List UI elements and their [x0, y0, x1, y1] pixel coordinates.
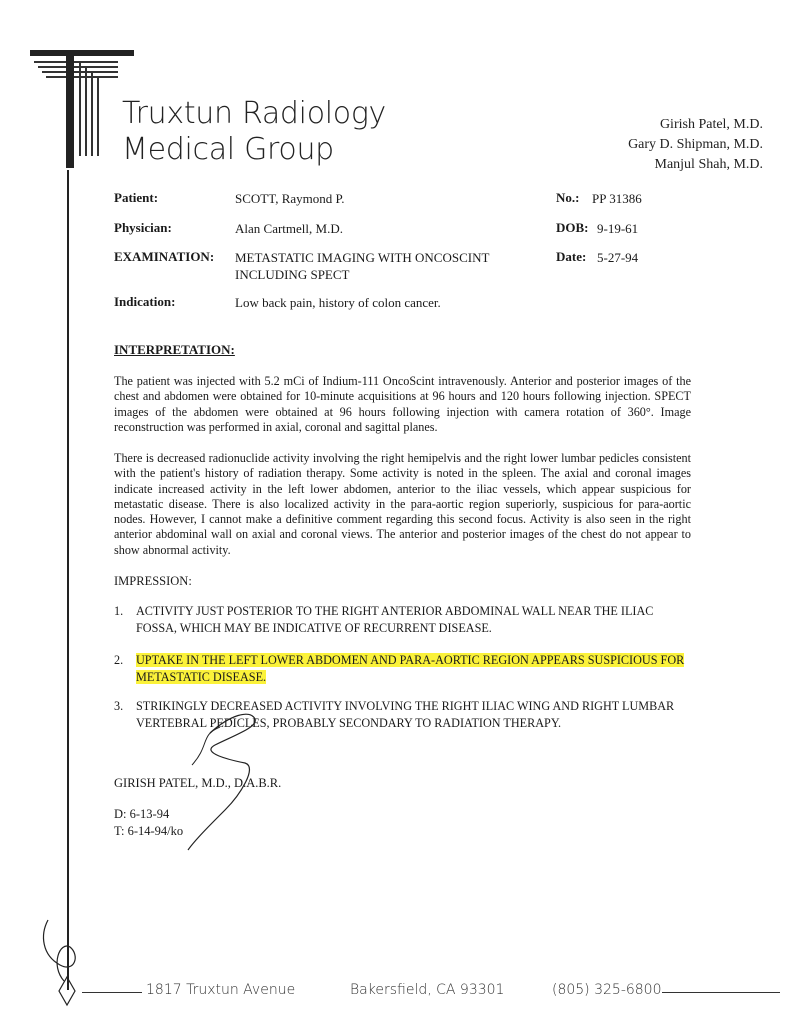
highlight-marker: UPTAKE IN THE LEFT LOWER ABDOMEN AND PARA-AORTIC REGION APPEARS SUSPICIOUS FOR METASTATIC DISEASE. [136, 653, 685, 684]
impression-heading: IMPRESSION: [114, 574, 192, 588]
interpretation-paragraph: There is decreased radionuclide activity involving the right hemipelvis and the right lower lumbar pedicles consistent with the patient's history of radiation therapy. Some activity is noted in the spleen. The axial and coronal images indicate increased activity in the left lower abdomen, anterior to the iliac vessels, which appear suspicious for metastatic disease. There is also localized activity in the para-aortic region superiorly, suspicious for para-aortic nodes. However, I cannot make a definitive comment regarding this second focus. Activity is also seen in the right anterior abdominal wall on axial and coronal views. The anterior and posterior images of the chest do not appear to show abnormal activity. [114, 451, 691, 557]
physician-value: Alan Cartmell, M.D. [235, 221, 343, 236]
impression-number: 3. [114, 699, 124, 713]
impression-number: 2. [114, 653, 124, 667]
footer-rule-right [662, 992, 780, 993]
record-number-value: PP 31386 [592, 191, 642, 206]
impression-item [114, 603, 691, 637]
date-value: 5-27-94 [597, 250, 639, 265]
patient-label: Patient: [114, 190, 159, 205]
decorative-flourish-icon [30, 915, 100, 1010]
margin-rule [67, 170, 69, 990]
record-number-label: No.: [556, 190, 580, 205]
footer-phone: (805) 325-6800 [552, 982, 662, 998]
impression-text: ACTIVITY JUST POSTERIOR TO THE RIGHT ANTERIOR ABDOMINAL WALL NEAR THE ILIAC FOSSA, WHICH MAY BE INDICATIVE OF RECURRENT DISEASE. [136, 604, 654, 635]
doctor-name: Gary D. Shipman, M.D. [628, 137, 763, 152]
footer-rule-left [82, 992, 142, 993]
interpretation-paragraph: The patient was injected with 5.2 mCi of Indium-111 OncoScint intravenously. Anterior and posterior images of the chest and abdomen were obtained for 10-minute acquisitions at 96 hours and 120 hours following injection. SPECT images of the abdomen were obtained at 96 hours following injection with camera rotation of 360°. Image reconstruction was performed in axial, coronal and sagittal planes. [114, 374, 691, 434]
impression-text-highlighted [136, 652, 696, 686]
impression-text: STRIKINGLY DECREASED ACTIVITY INVOLVING THE RIGHT ILIAC WING AND RIGHT LUMBAR VERTEBRAL PEDICLES, PROBABLY SECONDARY TO RADIATION THERAPY. [136, 699, 675, 730]
indication-label: Indication: [114, 294, 176, 309]
dob-label: DOB: [556, 220, 589, 235]
doctor-name: Girish Patel, M.D. [659, 117, 763, 132]
transcribed-date: T: 6-14-94/ko [114, 824, 184, 838]
brand-line-1: Truxtun Radiology [122, 96, 386, 131]
doctor-name: Manjul Shah, M.D. [654, 157, 763, 172]
doctor-list [628, 115, 763, 175]
footer-address: 1817 Truxtun Avenue [146, 982, 296, 998]
interpretation-heading: INTERPRETATION: [114, 342, 235, 357]
patient-value: SCOTT, Raymond P. [235, 191, 345, 206]
dictated-date: D: 6-13-94 [114, 807, 170, 821]
signatory-name: GIRISH PATEL, M.D., D.A.B.R. [114, 776, 282, 790]
footer-city: Bakersfield, CA 93301 [350, 982, 505, 998]
examination-line: METASTATIC IMAGING WITH ONCOSCINT [235, 250, 490, 265]
physician-label: Physician: [114, 220, 172, 235]
date-label: Date: [556, 249, 587, 264]
examination-label: EXAMINATION: [114, 249, 215, 264]
examination-line: INCLUDING SPECT [235, 267, 350, 282]
brand-name [122, 96, 386, 168]
indication-value: Low back pain, history of colon cancer. [235, 295, 441, 310]
brand-line-2: Medical Group [122, 132, 334, 167]
impression-item-highlighted [114, 652, 691, 686]
examination-value [235, 249, 489, 283]
dob-value: 9-19-61 [597, 221, 639, 236]
impression-number: 1. [114, 604, 124, 618]
